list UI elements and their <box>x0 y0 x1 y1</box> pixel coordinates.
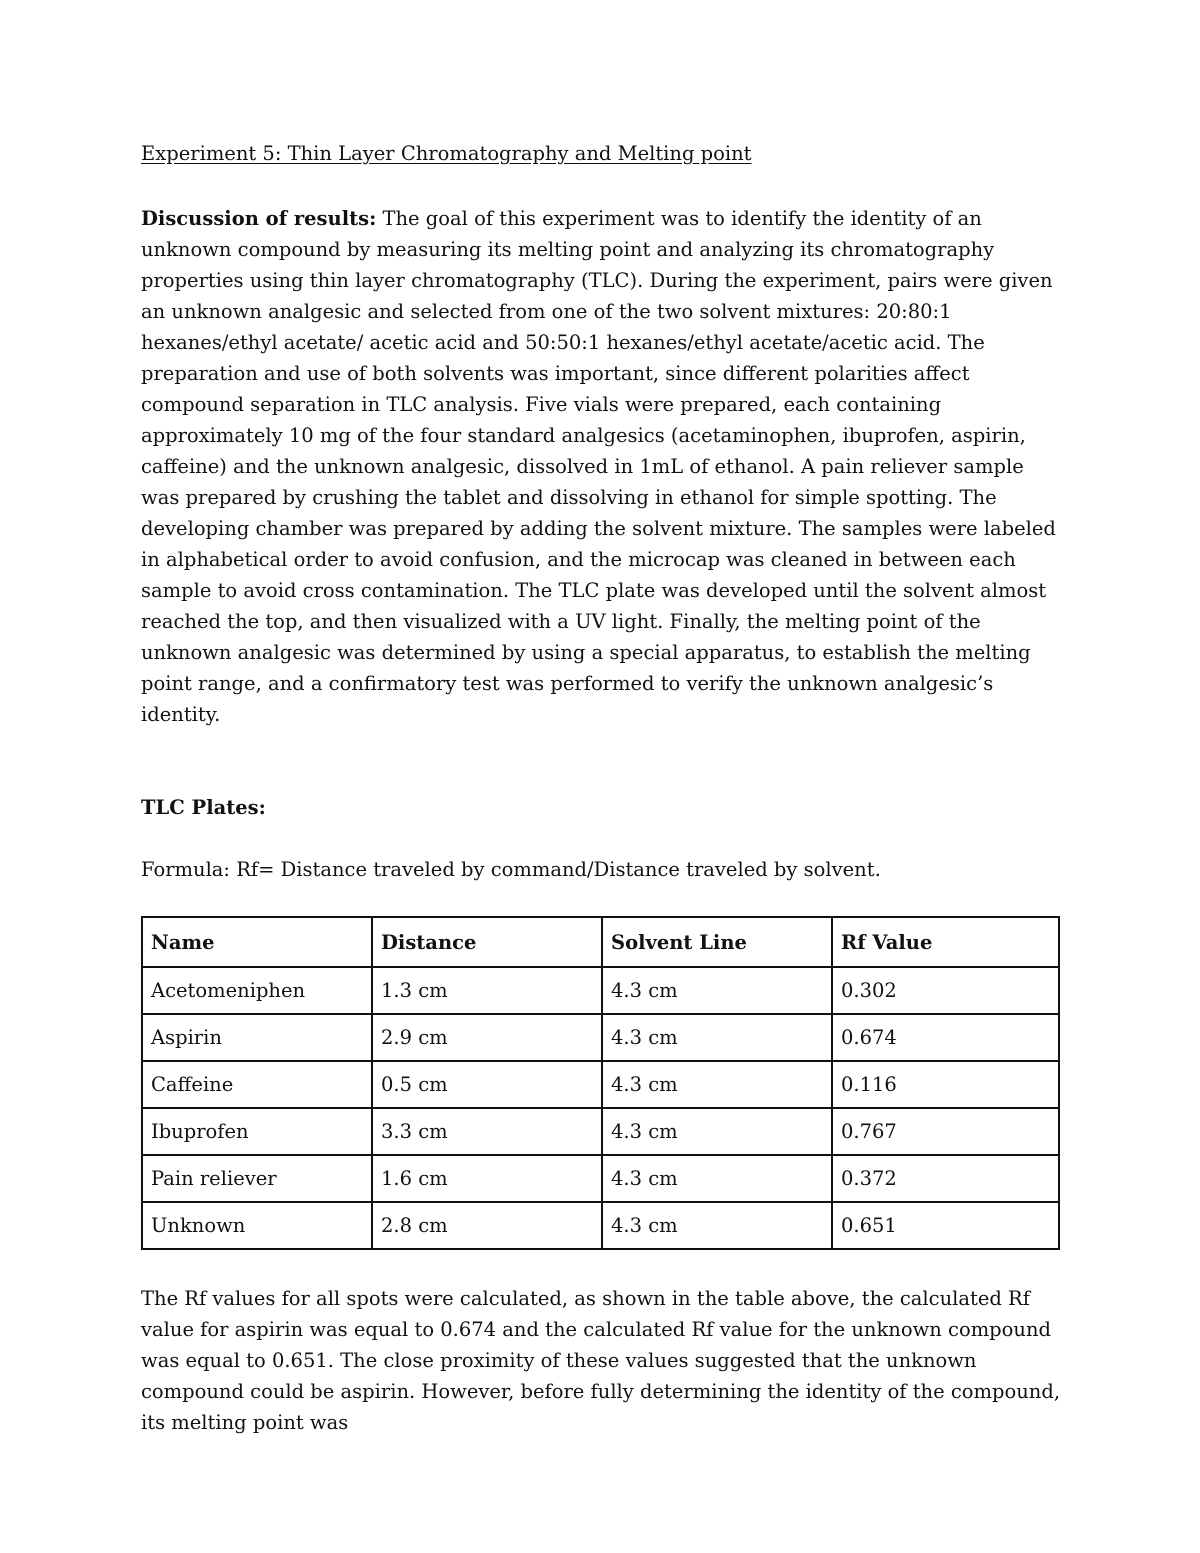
cell-distance: 0.5 cm <box>372 1061 602 1108</box>
table-row <box>142 1155 1059 1202</box>
cell-solvent-line: 4.3 cm <box>602 1155 832 1202</box>
header-rf-value: Rf Value <box>832 917 1059 967</box>
document-page <box>141 138 1066 1438</box>
table-row <box>142 1108 1059 1155</box>
cell-rf-value: 0.674 <box>832 1014 1059 1061</box>
header-solvent-line: Solvent Line <box>602 917 832 967</box>
cell-solvent-line: 4.3 cm <box>602 1108 832 1155</box>
table-row <box>142 1061 1059 1108</box>
header-distance: Distance <box>372 917 602 967</box>
cell-rf-value: 0.116 <box>832 1061 1059 1108</box>
cell-name: Pain reliever <box>142 1155 372 1202</box>
cell-name: Acetomeniphen <box>142 967 372 1014</box>
header-name: Name <box>142 917 372 967</box>
cell-distance: 3.3 cm <box>372 1108 602 1155</box>
cell-solvent-line: 4.3 cm <box>602 1202 832 1249</box>
table-header-row <box>142 917 1059 967</box>
cell-distance: 1.6 cm <box>372 1155 602 1202</box>
tlc-heading: TLC Plates: <box>141 796 266 819</box>
cell-name: Ibuprofen <box>142 1108 372 1155</box>
discussion-paragraph <box>141 203 1066 730</box>
cell-distance: 2.8 cm <box>372 1202 602 1249</box>
formula-text: Formula: Rf= Distance traveled by command/Distance traveled by solvent. <box>141 858 881 881</box>
discussion-label: Discussion of results: <box>141 207 377 230</box>
table-row <box>142 967 1059 1014</box>
cell-distance: 1.3 cm <box>372 967 602 1014</box>
cell-solvent-line: 4.3 cm <box>602 967 832 1014</box>
cell-distance: 2.9 cm <box>372 1014 602 1061</box>
table-row <box>142 1202 1059 1249</box>
conclusion-paragraph: The Rf values for all spots were calculated, as shown in the table above, the calculated Rf value for aspirin was equal to 0.674 and the calculated Rf value for the unknown compound was equal to 0.651. The close proximity of these values suggested that the unknown compound could be aspirin. However, before fully determining the identity of the compound, its melting point was <box>141 1287 1061 1434</box>
cell-solvent-line: 4.3 cm <box>602 1061 832 1108</box>
table-row <box>142 1014 1059 1061</box>
cell-rf-value: 0.302 <box>832 967 1059 1014</box>
document-title: Experiment 5: Thin Layer Chromatography and Melting point <box>141 142 752 165</box>
cell-name: Unknown <box>142 1202 372 1249</box>
cell-rf-value: 0.372 <box>832 1155 1059 1202</box>
discussion-text: The goal of this experiment was to identify the identity of an unknown compound by measuring its melting point and analyzing its chromatography properties using thin layer chromatography (TLC). During the experiment, pairs were given an unknown analgesic and selected from one of the two solvent mixtures: 20:80:1 hexanes/ethyl acetate/ acetic acid and 50:50:1 hexanes/ethyl acetate/acetic acid. The preparation and use of both solvents was important, since different polarities affect compound separation in TLC analysis. Five vials were prepared, each containing approximately 10 mg of the four standard analgesics (acetaminophen, ibuprofen, aspirin, caffeine) and the unknown analgesic, dissolved in 1mL of ethanol. A pain reliever sample was prepared by crushing the tablet and dissolving in ethanol for simple spotting. The developing chamber was prepared by adding the solvent mixture. The samples were labeled in alphabetical order to avoid confusion, and the microcap was cleaned in between each sample to avoid cross contamination. The TLC plate was developed until the solvent almost reached the top, and then visualized with a UV light. Finally, the melting point of the unknown analgesic was determined by using a special apparatus, to establish the melting point range, and a confirmatory test was performed to verify the unknown analgesic’s identity. <box>141 207 1056 726</box>
cell-rf-value: 0.651 <box>832 1202 1059 1249</box>
cell-name: Aspirin <box>142 1014 372 1061</box>
cell-name: Caffeine <box>142 1061 372 1108</box>
cell-rf-value: 0.767 <box>832 1108 1059 1155</box>
cell-solvent-line: 4.3 cm <box>602 1014 832 1061</box>
tlc-results-table <box>141 916 1060 1250</box>
